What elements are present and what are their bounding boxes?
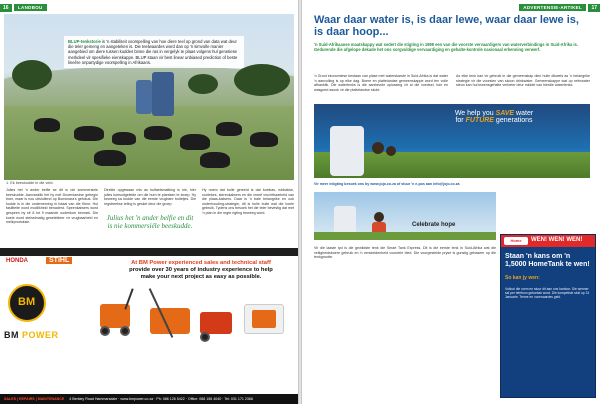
competition-subhead: So kan jy wen: [505,275,540,281]
photo-credit: 1. Ek beeskudde in die veld. [6,181,54,185]
article-body-bottom: Vir die laaste tyd is die gewildste tenk die Smart Tank Express. Dit is die eerste tenk in Suid-Afrika wat die veiligheidsboere gebruik en 'n verskeidenheid voordele bied. Die voorgestelde pryse is gunstig gebaseer op die tenkgrootte. [314,246,496,260]
water-tank-small-icon [136,80,152,114]
home-logo: Home [504,237,528,245]
competition-headline: Staan 'n kans om 'n 1,5000 HomeTank te wen! [505,253,590,268]
competition-text: Voltooi die vorm en stuur dit aan ons kantoor. Die wenner sal per telefoon gekontak word. Die kompetisie sluit op 31 Januarie. Terme en voorwaardes geld. [505,287,590,300]
contact-line: Vir meer inligting besoek ons by www.jojo.co.za of stuur 'n e-pos aan info@jojo.co.za [314,182,460,186]
section-label-right: ADVERTENSIE-ARTIKEL [519,4,586,11]
body-column-3: Hy noem dat bulle gereeld is dat koeikas, rubbakke, rooitekes, stereokalwers en die vroeë vruchtbaarheid van die plaas-kalwers. Daar is 'n baie belangrike en ook onderhouding-strategie, dit is hulle bulle wat die koeie gebruik. Tydens ons besoek het die teler bevestig dat met 'n plan in die regte rigting beweeg word. [202,188,294,215]
honda-logo: HONDA [6,258,28,264]
right-page [302,0,600,404]
article-column-2: As elke tenk kan vir gebruik in die gemeenskap dien hulle dikwels as 'n belangrike strategie vir die voorsien van skoon drinkwater. Gemeenskappe wat op reënwater steun kan hul lewensgehalte verbeter deur middel van hierdie watertenks. [456,74,590,88]
article-lead: 'n Suid-Afrikaanse maatskappy wat sedert die stigting in 1998 een van die voorste vervaardigers van waterverbindings in Suid-Afrika is. Gedurende die afgelope dekade het ons sorgvuldige vervaardiging en gehalte-kontrole nasionaal erkenning verwerf. [314,42,578,52]
pull-quote: Julius het 'n ander belfie en dit is nie kommersiële beeskudde. [106,214,194,230]
ad-footer: SALES | REPAIRS | MAINTENANCE 4 Berkley Road Hammarsdale · www.bmpower.co.za · Ph: 086 126 5422 · Office: 068 156 4040 · Tel: 031 171 2368 [0,394,298,404]
page-number-right: 17 [588,4,600,12]
tank-icon [330,126,364,176]
body-column-1: Julies het 'n ander belfie se dit is nie kommersiele beeskudde. Aanvanklik het hy met Droemlandse gebegin boer, maar is nou uitsluitend op Bonsmara's gefokus. Die kudde is in die onderneming in totaal van die Kleur. Hul fasiliteite word modlikheid benaderd. Speenkalwers word gespeen by sê 8 tot 9 maande ouderdom bemark. Die koeie word stelselmatig geselekteer vir vrugbaarheid en melkproduksie. [6,188,98,225]
section-label-left: LANDBOU [14,4,47,11]
article-headline: Waar daar water is, is daar lewe, waar daar lewe is, is daar hoop... [314,14,579,38]
hometank-competition-ad [500,234,596,398]
promo-tagline: We help you SAVE water for FUTURE generations [454,110,534,124]
caption-text: is 'n stabiliteit voorspelling van hoe diere teel op grond van data wat deur die teler gemeng en aangeteken is. Die teelwaardes word dan op 'n simvolle manier aangebied om diere tussen kuddes binne die ras in vergelyk te plaas volgens hul genetiese merkdeel vir spesifieke eienskappe. BLUP staan vir best linear unbiased prediction of beste lineêre onpartydige voorspelling in Afrikaans. [68,39,238,65]
celebrate-photo [314,192,496,240]
ad-headline: At BM Power experienced sales and technical staff provide over 30 years of industry experience to help make your next project as easy as possible. [129,260,273,280]
article-column-1: 'n Groot ekonomiese bestaan van plase met waterskarste in Suid-Afrika is dat water 'n aanvulling is op elke dag. Boere en plattelandse gemeenskappe word ten volle afhanklik. Die watertenks is die aanbevole oplossing vir al die voedsel, tuin en wasgoed asook vir die plattelandse skole. [314,74,448,92]
photo-caption-box [64,36,244,68]
caption-lead: BLUP-tenkstorie [68,39,101,44]
generator-icon [200,312,232,334]
celebrate-title: Celebrate hope [412,222,456,228]
bm-power-wordmark: BM POWER [4,330,59,340]
water-tank-icon [152,72,174,116]
bm-power-advert [0,248,298,404]
page-number-left: 16 [0,4,12,12]
left-page [0,0,298,404]
bm-power-logo-icon: BM [8,284,46,322]
promo-banner [314,104,590,178]
body-column-2: Direkte opgewaan mis as hulfaetsmalking is nie, hier julies koesuitgeleide om die hum te plantsen te stoep. Hy beweeg sa kudde van die eerste vrugbare bulletjes. Die regstreekse teling is geskei deur die groep. [104,188,196,206]
stihl-logo: STIHL [46,257,72,264]
cattle-photo [4,14,294,180]
competition-banner: WEN! WEN! WEN! [531,237,583,243]
